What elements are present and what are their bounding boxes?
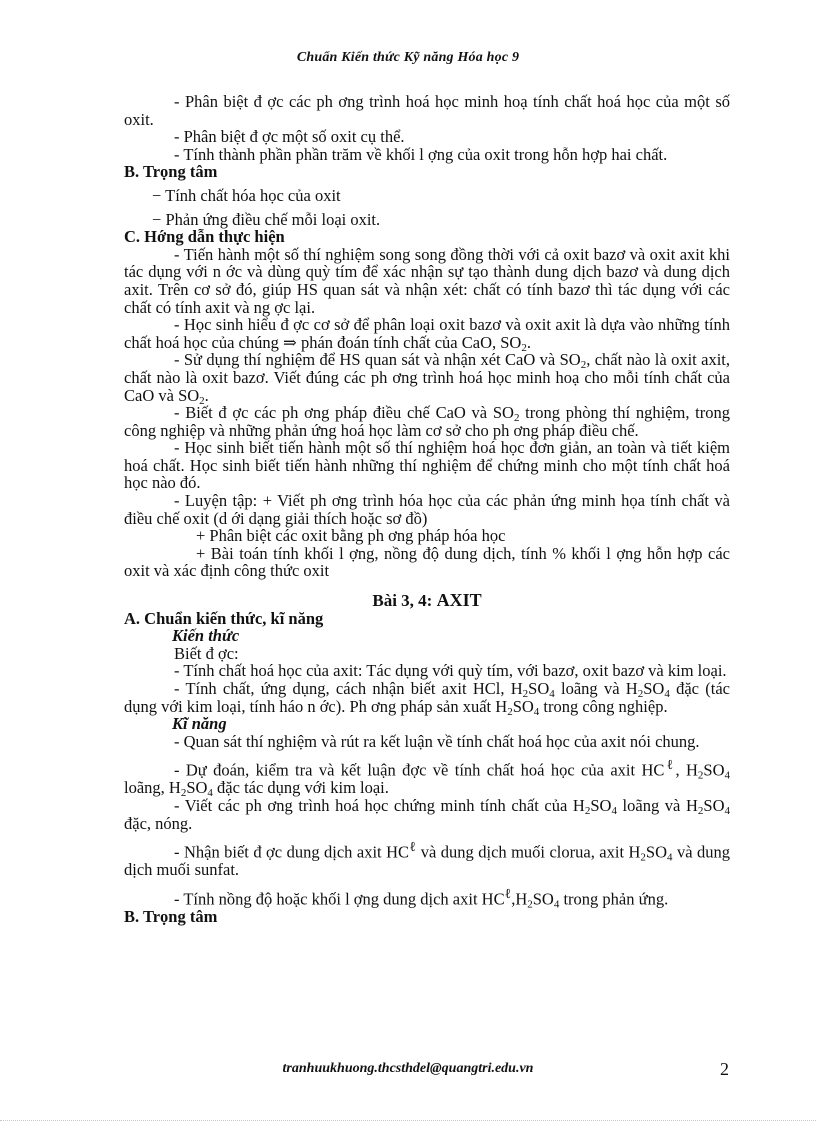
section-heading-chuan: A. Chuẩn kiến thức, kĩ năng: [124, 608, 324, 628]
lesson-title: Bài 3, 4: AXIT: [372, 590, 482, 611]
list-item: − Tính chất hóa học của oxit: [152, 185, 341, 205]
paragraph: + Bài toán tính khối l ợng, nồng độ dung dịch, tính % khối l ợng hỗn hợp các oxit và xác định công thức oxit: [124, 543, 730, 581]
paragraph: - Tính chất hoá học của axit: Tác dụng với quỳ tím, với bazơ, oxit bazơ và kim loại.: [174, 661, 727, 681]
subheading-ki-nang: Kĩ năng: [172, 714, 227, 734]
paragraph: - Sử dụng thí nghiệm để HS quan sát và nhận xét CaO và $SO_2$, chất nào là oxit axit, chất nào là oxit bazơ. Viết đúng các ph ơng trình hoá học minh hoạ cho mỗi tính chất của CaO và $SO_2$.: [124, 350, 731, 407]
paragraph: - Tính nồng độ hoặc khối l ợng dung dịch axit $HC^\ell,H_2SO_4$ trong phản ứng.: [174, 885, 669, 911]
paragraph: - Luyện tập: + Viết ph ơng trình hóa học của các phản ứng minh họa tính chất và điều chế oxit (d ới dạng giải thích hoặc sơ đồ): [124, 491, 730, 528]
section-heading-trong-tam-2: B. Trọng tâm: [124, 907, 218, 927]
document-body: [124, 93, 730, 926]
paragraph: - Tính chất, ứng dụng, cách nhận biết axit HCl, $H_2SO_4$ loãng và $H_2SO_4$ đặc (tác dụng với kim loại, tính háo n ớc). Ph ơng pháp sản xuất $H_2SO_4$ trong công nghiệp.: [124, 679, 730, 718]
list-item: − Phản ứng điều chế mỗi loại oxit.: [152, 209, 381, 229]
footer-email: tranhuukhuong.thcsthdel@quangtri.edu.vn: [282, 1061, 534, 1076]
arrow-symbol: ⇒: [282, 332, 297, 352]
objective-line: - Phân biệt đ ợc các ph ơng trình hoá học minh hoạ tính chất hoá học của một số oxit.: [124, 92, 730, 129]
subheading-kien-thuc: Kiến thức: [172, 626, 240, 646]
page-number: 2: [720, 1059, 729, 1079]
paragraph: - Viết các ph ơng trình hoá học chứng minh tính chất của $H_2SO_4$ loãng và $H_2SO_4$ đặc, nóng.: [124, 796, 730, 833]
paragraph: - Quan sát thí nghiệm và rút ra kết luận về tính chất hoá học của axit nói chung.: [174, 731, 700, 751]
paragraph: Biết đ ợc:: [174, 643, 239, 663]
paragraph: - Nhận biết đ ợc dung dịch axit $HC^\ell$ và dung dịch muối clorua, axit $H_2SO_4$ và dung dịch muối sunfat.: [124, 839, 730, 880]
section-heading-trong-tam: B. Trọng tâm: [124, 162, 218, 182]
paragraph: - Học sinh hiểu đ ợc cơ sở để phân loại oxit bazơ và oxit axit là dựa vào những tính chất hoá học của chúng ⇒ phán đoán tính chất của CaO, $SO_2$.: [124, 315, 730, 354]
objective-line: - Phân biệt đ ợc một số oxit cụ thể.: [174, 127, 405, 147]
paragraph: - Tiến hành một số thí nghiệm song song đồng thời với cả oxit bazơ và oxit axit khi tác dụng với n ớc và dùng quỳ tím để xác nhận sự tạo thành dung dịch bazơ và dung dịch axit. Trên cơ sở đó, giúp HS quan sát và nhận xét: chất có tính bazơ thì tác dụng với các chất có tính axit và ng ợc lại.: [124, 244, 730, 317]
page-header: Chuẩn Kiến thức Kỹ năng Hóa học 9: [296, 50, 520, 65]
page-border: [0, 1120, 816, 1121]
paragraph: + Phân biệt các oxit bằng ph ơng pháp hóa học: [196, 526, 506, 546]
paragraph: - Học sinh biết tiến hành một số thí nghiệm hoá học đơn giản, an toàn và tiết kiệm hoá chất. Học sinh biết tiến hành những thí nghiệm để chứng minh cho một tính chất hoá học nào đó.: [124, 438, 730, 493]
paragraph: - Biết đ ợc các ph ơng pháp điều chế CaO và $SO_2$ trong phòng thí nghiệm, trong công nghiệp và những phản ứng hoá học làm cơ sở cho ph ơng pháp điều chế.: [124, 403, 730, 440]
objective-line: - Tính thành phần phần trăm về khối l ợng của oxit trong hỗn hợp hai chất.: [174, 144, 668, 164]
paragraph: - Dự đoán, kiểm tra và kết luận đợc về tính chất hoá học của axit $HC^\ell$, $H_2SO_4$ loãng, $H_2SO_4$ đặc tác dụng với kim loại.: [124, 757, 730, 800]
section-heading-huong-dan: C. Hớng dẫn thực hiện: [124, 227, 285, 247]
